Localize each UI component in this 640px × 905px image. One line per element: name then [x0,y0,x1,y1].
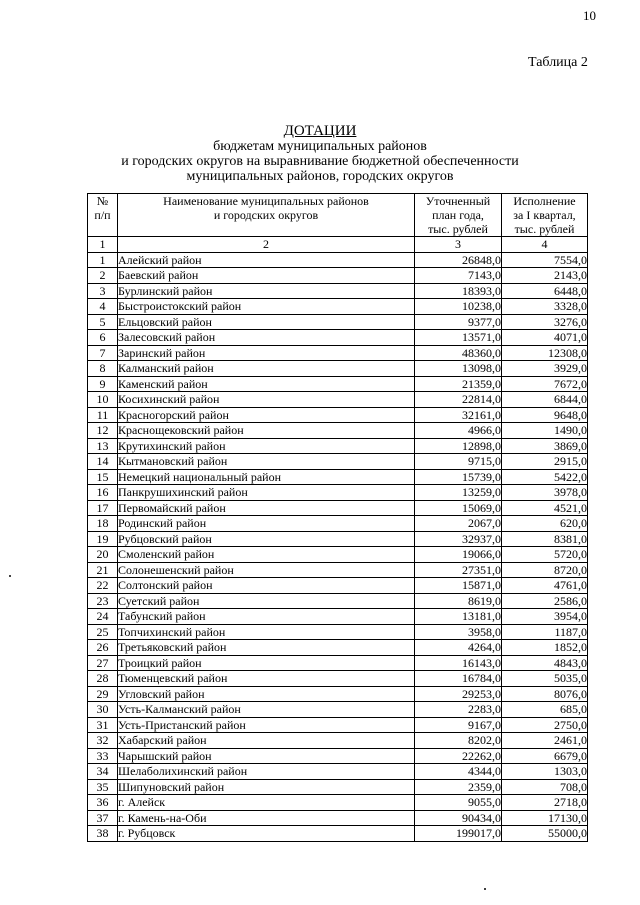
table-label: Таблица 2 [528,55,588,70]
table-row [88,392,588,408]
row-execution: 2461,0 [502,733,588,749]
row-execution: 6679,0 [502,748,588,764]
table-row [88,562,588,578]
table-row [88,624,588,640]
page-number: 10 [583,8,596,23]
row-name: Быстроистокский район [118,299,415,315]
row-number: 32 [88,733,118,749]
row-execution: 1303,0 [502,764,588,780]
row-plan: 13181,0 [415,609,502,625]
row-number: 17 [88,500,118,516]
table-row [88,748,588,764]
row-name: Косихинский район [118,392,415,408]
row-name: Заринский район [118,345,415,361]
table-row [88,655,588,671]
row-execution: 6448,0 [502,283,588,299]
row-execution: 8076,0 [502,686,588,702]
row-execution: 9648,0 [502,407,588,423]
row-execution: 3869,0 [502,438,588,454]
row-plan: 26848,0 [415,252,502,268]
row-name: Первомайский район [118,500,415,516]
row-name: Третьяковский район [118,640,415,656]
row-number: 8 [88,361,118,377]
row-number: 33 [88,748,118,764]
row-execution: 3954,0 [502,609,588,625]
row-plan: 27351,0 [415,562,502,578]
row-plan: 32161,0 [415,407,502,423]
row-name: Красногорский район [118,407,415,423]
table-row [88,299,588,315]
header-name-line-1: Наименование муниципальных районов [163,194,369,208]
row-name: Топчихинский район [118,624,415,640]
table-row [88,547,588,563]
row-plan: 4966,0 [415,423,502,439]
row-name: Троицкий район [118,655,415,671]
document-title [0,124,640,184]
row-number: 9 [88,376,118,392]
row-name: Чарышский район [118,748,415,764]
row-number: 11 [88,407,118,423]
row-plan: 2283,0 [415,702,502,718]
row-execution: 1490,0 [502,423,588,439]
row-plan: 8619,0 [415,593,502,609]
row-execution: 2586,0 [502,593,588,609]
table-body [88,252,588,841]
header-plan-line-3: тыс. рублей [428,222,488,236]
header-execution-line-3: тыс. рублей [514,222,575,236]
row-execution: 3978,0 [502,485,588,501]
table-row [88,268,588,284]
subsidies-table [87,193,588,842]
row-number: 10 [88,392,118,408]
table-row [88,671,588,687]
row-number: 18 [88,516,118,532]
table-row [88,423,588,439]
header-number-line-2: п/п [94,208,111,222]
table-row [88,500,588,516]
row-number: 6 [88,330,118,346]
row-number: 34 [88,764,118,780]
column-index-3: 3 [415,237,502,253]
table-row [88,733,588,749]
row-plan: 16143,0 [415,655,502,671]
row-name: Баевский район [118,268,415,284]
row-execution: 2750,0 [502,717,588,733]
row-plan: 4264,0 [415,640,502,656]
table-header-row [88,194,588,237]
row-number: 12 [88,423,118,439]
table-row [88,578,588,594]
header-plan [415,194,502,237]
row-name: Алейский район [118,252,415,268]
row-name: Панкрушихинский район [118,485,415,501]
row-plan: 199017,0 [415,826,502,842]
row-execution: 12308,0 [502,345,588,361]
row-plan: 9055,0 [415,795,502,811]
row-number: 20 [88,547,118,563]
row-plan: 13259,0 [415,485,502,501]
row-execution: 6844,0 [502,392,588,408]
row-execution: 708,0 [502,779,588,795]
row-execution: 620,0 [502,516,588,532]
row-execution: 17130,0 [502,810,588,826]
row-number: 26 [88,640,118,656]
row-number: 19 [88,531,118,547]
column-index-2: 2 [118,237,415,253]
column-index-row [88,237,588,253]
row-number: 1 [88,252,118,268]
row-name: Угловский район [118,686,415,702]
table-row [88,779,588,795]
table-row [88,795,588,811]
row-number: 3 [88,283,118,299]
row-number: 30 [88,702,118,718]
table-row [88,516,588,532]
table-row [88,454,588,470]
row-number: 4 [88,299,118,315]
row-execution: 3276,0 [502,314,588,330]
table-row [88,283,588,299]
row-name: Усть-Калманский район [118,702,415,718]
row-name: Смоленский район [118,547,415,563]
row-name: Немецкий национальный район [118,469,415,485]
row-execution: 1852,0 [502,640,588,656]
title-line-2: и городских округов на выравнивание бюджетной обеспеченности [121,154,519,169]
row-execution: 3929,0 [502,361,588,377]
row-plan: 22262,0 [415,748,502,764]
table-row [88,686,588,702]
row-name: г. Алейск [118,795,415,811]
row-name: Бурлинский район [118,283,415,299]
row-number: 38 [88,826,118,842]
row-execution: 4761,0 [502,578,588,594]
scan-speck-bottom [484,888,486,890]
table-row [88,609,588,625]
row-plan: 7143,0 [415,268,502,284]
table-row [88,702,588,718]
row-plan: 2359,0 [415,779,502,795]
table-row [88,330,588,346]
table-row [88,810,588,826]
header-name [118,194,415,237]
row-plan: 15739,0 [415,469,502,485]
row-name: Залесовский район [118,330,415,346]
header-number-line-1: № [96,194,109,208]
row-number: 7 [88,345,118,361]
row-execution: 5422,0 [502,469,588,485]
row-number: 5 [88,314,118,330]
row-plan: 12898,0 [415,438,502,454]
row-number: 36 [88,795,118,811]
row-name: Крутихинский район [118,438,415,454]
row-name: Хабарский район [118,733,415,749]
column-index-4: 4 [502,237,588,253]
row-plan: 15871,0 [415,578,502,594]
table-row [88,531,588,547]
row-execution: 4521,0 [502,500,588,516]
row-number: 21 [88,562,118,578]
header-number [88,194,118,237]
row-name: Калманский район [118,361,415,377]
row-plan: 13571,0 [415,330,502,346]
row-number: 2 [88,268,118,284]
table-row [88,438,588,454]
row-name: Солтонский район [118,578,415,594]
row-execution: 7554,0 [502,252,588,268]
row-plan: 22814,0 [415,392,502,408]
row-execution: 2718,0 [502,795,588,811]
row-plan: 3958,0 [415,624,502,640]
row-plan: 13098,0 [415,361,502,377]
table-row [88,407,588,423]
header-execution [502,194,588,237]
title-line-1: бюджетам муниципальных районов [213,139,427,154]
row-number: 29 [88,686,118,702]
row-plan: 15069,0 [415,500,502,516]
row-number: 31 [88,717,118,733]
header-plan-line-2: план года, [432,208,484,222]
table-row [88,764,588,780]
row-number: 27 [88,655,118,671]
row-execution: 3328,0 [502,299,588,315]
table-row [88,593,588,609]
row-plan: 9715,0 [415,454,502,470]
row-name: Ельцовский район [118,314,415,330]
row-name: Родинский район [118,516,415,532]
row-number: 28 [88,671,118,687]
row-number: 25 [88,624,118,640]
title-line-3: муниципальных районов, городских округов [186,169,454,184]
header-execution-line-2: за I квартал, [513,208,576,222]
row-number: 35 [88,779,118,795]
row-number: 15 [88,469,118,485]
row-plan: 21359,0 [415,376,502,392]
row-number: 16 [88,485,118,501]
row-plan: 18393,0 [415,283,502,299]
row-execution: 1187,0 [502,624,588,640]
table-row [88,469,588,485]
row-execution: 4071,0 [502,330,588,346]
row-plan: 19066,0 [415,547,502,563]
row-name: Тюменцевский район [118,671,415,687]
row-name: Рубцовский район [118,531,415,547]
row-number: 37 [88,810,118,826]
row-plan: 48360,0 [415,345,502,361]
table-row [88,376,588,392]
row-execution: 4843,0 [502,655,588,671]
row-plan: 2067,0 [415,516,502,532]
table-row [88,485,588,501]
row-execution: 2143,0 [502,268,588,284]
row-name: Солонешенский район [118,562,415,578]
scan-speck [9,575,11,577]
header-execution-line-1: Исполнение [513,194,576,208]
table-row [88,314,588,330]
row-number: 24 [88,609,118,625]
row-name: Краснощековский район [118,423,415,439]
row-number: 13 [88,438,118,454]
row-execution: 685,0 [502,702,588,718]
row-number: 23 [88,593,118,609]
row-plan: 4344,0 [415,764,502,780]
row-execution: 8381,0 [502,531,588,547]
row-name: Шипуновский район [118,779,415,795]
row-plan: 8202,0 [415,733,502,749]
row-name: Суетский район [118,593,415,609]
row-name: г. Камень-на-Оби [118,810,415,826]
row-execution: 5035,0 [502,671,588,687]
row-number: 22 [88,578,118,594]
table-row [88,345,588,361]
row-execution: 2915,0 [502,454,588,470]
row-plan: 16784,0 [415,671,502,687]
row-number: 14 [88,454,118,470]
row-name: г. Рубцовск [118,826,415,842]
row-name: Каменский район [118,376,415,392]
table-row [88,717,588,733]
row-execution: 8720,0 [502,562,588,578]
row-name: Кытмановский район [118,454,415,470]
row-plan: 90434,0 [415,810,502,826]
row-execution: 7672,0 [502,376,588,392]
row-plan: 10238,0 [415,299,502,315]
header-name-line-2: и городских округов [213,208,319,222]
header-plan-line-1: Уточненный [425,194,491,208]
row-execution: 55000,0 [502,826,588,842]
table-row [88,826,588,842]
row-name: Шелаболихинский район [118,764,415,780]
table-row [88,252,588,268]
title-main: ДОТАЦИИ [283,123,357,139]
table-row [88,640,588,656]
row-plan: 9167,0 [415,717,502,733]
row-name: Усть-Пристанский район [118,717,415,733]
row-execution: 5720,0 [502,547,588,563]
row-name: Табунский район [118,609,415,625]
row-plan: 9377,0 [415,314,502,330]
row-plan: 29253,0 [415,686,502,702]
table-row [88,361,588,377]
column-index-1: 1 [88,237,118,253]
row-plan: 32937,0 [415,531,502,547]
